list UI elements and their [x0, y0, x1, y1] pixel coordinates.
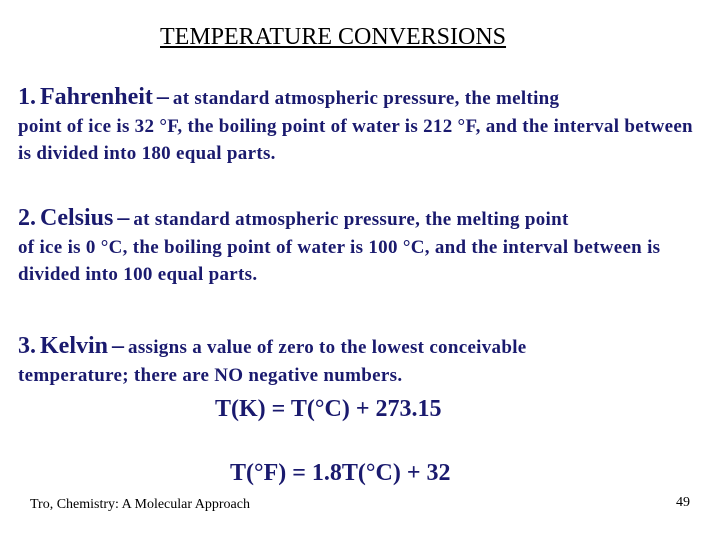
item-first-text: at standard atmospheric pressure, the melting point — [133, 209, 569, 230]
item-number: 3. — [18, 333, 36, 359]
item-body-text: of ice is 0 °C, the boiling point of water is 100 °C, and the interval between is divided into 100 equal parts. — [18, 237, 661, 285]
item-first-line — [18, 205, 708, 234]
item-term: Celsius — [40, 205, 114, 231]
item-number: 2. — [18, 205, 36, 231]
item-body-text: temperature; there are NO negative numbers. — [18, 365, 403, 386]
footer-citation: Tro, Chemistry: A Molecular Approach — [30, 497, 250, 512]
item-term: Fahrenheit — [40, 84, 153, 110]
item-dash: – — [112, 333, 125, 359]
slide-title: TEMPERATURE CONVERSIONS — [160, 24, 507, 50]
fahrenheit-equation: T(°F) = 1.8T(°C) + 32 — [230, 460, 451, 486]
item-dash: – — [117, 205, 130, 231]
item-first-text: assigns a value of zero to the lowest conceivable — [128, 337, 527, 358]
item-dash: – — [156, 84, 169, 110]
item-first-line — [18, 84, 708, 113]
item-number: 1. — [18, 84, 36, 110]
item-body-text: point of ice is 32 °F, the boiling point of water is 212 °F, and the interval between is divided into 180 equal parts. — [18, 116, 693, 164]
page-number: 49 — [676, 495, 690, 510]
item-term: Kelvin — [40, 333, 109, 359]
kelvin-equation: T(K) = T(°C) + 273.15 — [215, 396, 442, 422]
item-first-line — [18, 333, 708, 362]
fahrenheit-item — [18, 84, 708, 167]
kelvin-item — [18, 333, 708, 389]
celsius-item — [18, 205, 708, 288]
item-first-text: at standard atmospheric pressure, the melting — [172, 88, 560, 109]
